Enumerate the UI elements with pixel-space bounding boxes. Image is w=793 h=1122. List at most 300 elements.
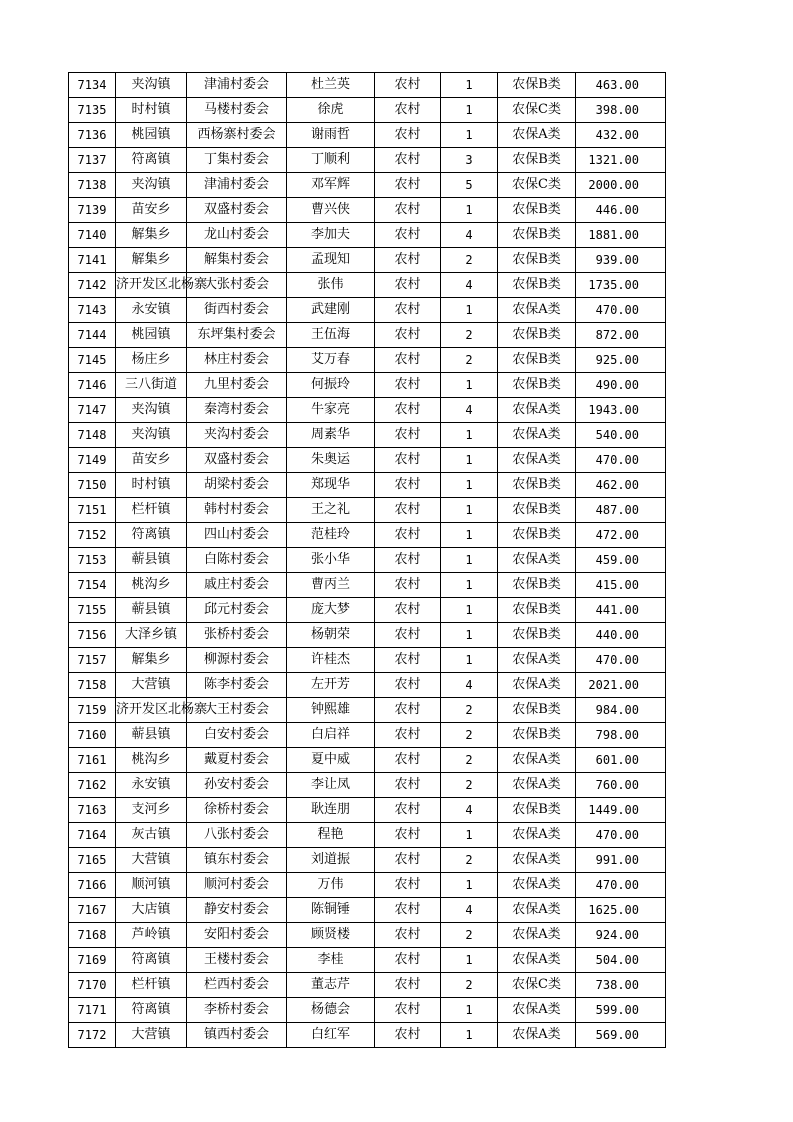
area-type-cell: 农村 <box>375 623 441 648</box>
village-committee-cell: 邱元村委会 <box>187 598 287 623</box>
insurance-category-cell: 农保C类 <box>498 98 576 123</box>
household-size-cell: 3 <box>441 148 498 173</box>
township-cell: 解集乡 <box>116 648 187 673</box>
table-row <box>69 748 666 773</box>
area-type-cell: 农村 <box>375 373 441 398</box>
name-cell: 谢雨哲 <box>287 123 375 148</box>
household-size-cell: 4 <box>441 223 498 248</box>
area-type-cell: 农村 <box>375 873 441 898</box>
amount-cell: 1735.00 <box>576 273 666 298</box>
amount-cell: 991.00 <box>576 848 666 873</box>
township-cell: 符离镇 <box>116 948 187 973</box>
name-cell: 朱奥运 <box>287 448 375 473</box>
village-committee-cell: 四山村委会 <box>187 523 287 548</box>
insurance-category-cell: 农保A类 <box>498 1023 576 1048</box>
table-row <box>69 373 666 398</box>
amount-cell: 470.00 <box>576 648 666 673</box>
village-committee-cell: 龙山村委会 <box>187 223 287 248</box>
insurance-category-cell: 农保B类 <box>498 73 576 98</box>
area-type-cell: 农村 <box>375 573 441 598</box>
insurance-category-cell: 农保A类 <box>498 648 576 673</box>
serial-number-cell: 7157 <box>69 648 116 673</box>
amount-cell: 462.00 <box>576 473 666 498</box>
household-size-cell: 1 <box>441 573 498 598</box>
name-cell: 曹兴侠 <box>287 198 375 223</box>
township-cell: 解集乡 <box>116 223 187 248</box>
table-row <box>69 923 666 948</box>
insurance-category-cell: 农保A类 <box>498 748 576 773</box>
serial-number-cell: 7139 <box>69 198 116 223</box>
township-cell: 符离镇 <box>116 998 187 1023</box>
household-size-cell: 1 <box>441 98 498 123</box>
township-cell: 桃沟乡 <box>116 748 187 773</box>
village-committee-cell: 马楼村委会 <box>187 98 287 123</box>
township-cell: 杨庄乡 <box>116 348 187 373</box>
name-cell: 周素华 <box>287 423 375 448</box>
table-row <box>69 473 666 498</box>
insurance-category-cell: 农保A类 <box>498 548 576 573</box>
amount-cell: 1449.00 <box>576 798 666 823</box>
village-committee-cell: 九里村委会 <box>187 373 287 398</box>
table-row <box>69 323 666 348</box>
amount-cell: 1943.00 <box>576 398 666 423</box>
name-cell: 白红军 <box>287 1023 375 1048</box>
insurance-category-cell: 农保B类 <box>498 473 576 498</box>
table-row <box>69 998 666 1023</box>
household-size-cell: 2 <box>441 923 498 948</box>
serial-number-cell: 7143 <box>69 298 116 323</box>
name-cell: 杜兰英 <box>287 73 375 98</box>
area-type-cell: 农村 <box>375 523 441 548</box>
township-cell: 三八街道 <box>116 373 187 398</box>
table-row <box>69 273 666 298</box>
amount-cell: 398.00 <box>576 98 666 123</box>
amount-cell: 601.00 <box>576 748 666 773</box>
household-size-cell: 2 <box>441 323 498 348</box>
household-size-cell: 1 <box>441 423 498 448</box>
area-type-cell: 农村 <box>375 423 441 448</box>
table-row <box>69 648 666 673</box>
serial-number-cell: 7160 <box>69 723 116 748</box>
village-committee-cell: 大王村委会 <box>187 698 287 723</box>
township-cell: 永安镇 <box>116 773 187 798</box>
table-row <box>69 398 666 423</box>
insurance-category-cell: 农保A类 <box>498 873 576 898</box>
serial-number-cell: 7135 <box>69 98 116 123</box>
serial-number-cell: 7163 <box>69 798 116 823</box>
amount-cell: 490.00 <box>576 373 666 398</box>
table-row <box>69 773 666 798</box>
household-size-cell: 1 <box>441 448 498 473</box>
village-committee-cell: 街西村委会 <box>187 298 287 323</box>
amount-cell: 470.00 <box>576 448 666 473</box>
insurance-category-cell: 农保B类 <box>498 223 576 248</box>
serial-number-cell: 7138 <box>69 173 116 198</box>
name-cell: 武建刚 <box>287 298 375 323</box>
township-cell: 夹沟镇 <box>116 398 187 423</box>
area-type-cell: 农村 <box>375 598 441 623</box>
amount-cell: 2000.00 <box>576 173 666 198</box>
insurance-category-cell: 农保A类 <box>498 898 576 923</box>
name-cell: 艾万春 <box>287 348 375 373</box>
area-type-cell: 农村 <box>375 298 441 323</box>
name-cell: 杨朝荣 <box>287 623 375 648</box>
township-cell: 芦岭镇 <box>116 923 187 948</box>
insurance-category-cell: 农保A类 <box>498 448 576 473</box>
serial-number-cell: 7155 <box>69 598 116 623</box>
table-row <box>69 1023 666 1048</box>
township-cell: 栏杆镇 <box>116 498 187 523</box>
household-size-cell: 1 <box>441 623 498 648</box>
village-committee-cell: 王楼村委会 <box>187 948 287 973</box>
name-cell: 李加夫 <box>287 223 375 248</box>
area-type-cell: 农村 <box>375 398 441 423</box>
household-size-cell: 1 <box>441 598 498 623</box>
amount-cell: 925.00 <box>576 348 666 373</box>
insurance-category-cell: 农保B类 <box>498 248 576 273</box>
township-cell: 解集乡 <box>116 248 187 273</box>
insurance-category-cell: 农保A类 <box>498 673 576 698</box>
township-cell: 大泽乡镇 <box>116 623 187 648</box>
insurance-category-cell: 农保A类 <box>498 998 576 1023</box>
name-cell: 邓军辉 <box>287 173 375 198</box>
amount-cell: 760.00 <box>576 773 666 798</box>
table-row <box>69 248 666 273</box>
amount-cell: 2021.00 <box>576 673 666 698</box>
insurance-category-cell: 农保B类 <box>498 798 576 823</box>
name-cell: 白启祥 <box>287 723 375 748</box>
village-committee-cell: 韩村村委会 <box>187 498 287 523</box>
table-body <box>69 73 666 1048</box>
amount-cell: 569.00 <box>576 1023 666 1048</box>
township-cell: 栏杆镇 <box>116 973 187 998</box>
township-cell: 蕲县镇 <box>116 548 187 573</box>
household-size-cell: 1 <box>441 823 498 848</box>
area-type-cell: 农村 <box>375 723 441 748</box>
name-cell: 陈铜锤 <box>287 898 375 923</box>
township-cell: 大店镇 <box>116 898 187 923</box>
table-row <box>69 173 666 198</box>
insurance-category-cell: 农保A类 <box>498 773 576 798</box>
village-committee-cell: 安阳村委会 <box>187 923 287 948</box>
area-type-cell: 农村 <box>375 773 441 798</box>
village-committee-cell: 大张村委会 <box>187 273 287 298</box>
amount-cell: 487.00 <box>576 498 666 523</box>
table-row <box>69 723 666 748</box>
household-size-cell: 4 <box>441 798 498 823</box>
village-committee-cell: 津浦村委会 <box>187 73 287 98</box>
serial-number-cell: 7145 <box>69 348 116 373</box>
insurance-category-cell: 农保B类 <box>498 373 576 398</box>
village-committee-cell: 东坪集村委会 <box>187 323 287 348</box>
insurance-category-cell: 农保B类 <box>498 498 576 523</box>
area-type-cell: 农村 <box>375 998 441 1023</box>
table-row <box>69 873 666 898</box>
insurance-category-cell: 农保A类 <box>498 948 576 973</box>
village-committee-cell: 静安村委会 <box>187 898 287 923</box>
area-type-cell: 农村 <box>375 848 441 873</box>
area-type-cell: 农村 <box>375 98 441 123</box>
name-cell: 程艳 <box>287 823 375 848</box>
household-size-cell: 2 <box>441 848 498 873</box>
village-committee-cell: 胡梁村委会 <box>187 473 287 498</box>
village-committee-cell: 戴夏村委会 <box>187 748 287 773</box>
household-size-cell: 5 <box>441 173 498 198</box>
table-row <box>69 98 666 123</box>
insurance-category-cell: 农保B类 <box>498 573 576 598</box>
serial-number-cell: 7169 <box>69 948 116 973</box>
insurance-category-cell: 农保B类 <box>498 598 576 623</box>
name-cell: 何振玲 <box>287 373 375 398</box>
table-row <box>69 898 666 923</box>
household-size-cell: 1 <box>441 73 498 98</box>
area-type-cell: 农村 <box>375 673 441 698</box>
table-row <box>69 973 666 998</box>
name-cell: 刘道振 <box>287 848 375 873</box>
village-committee-cell: 津浦村委会 <box>187 173 287 198</box>
table-row <box>69 448 666 473</box>
township-cell: 灰古镇 <box>116 823 187 848</box>
amount-cell: 415.00 <box>576 573 666 598</box>
village-committee-cell: 双盛村委会 <box>187 198 287 223</box>
table-row <box>69 948 666 973</box>
village-committee-cell: 丁集村委会 <box>187 148 287 173</box>
serial-number-cell: 7153 <box>69 548 116 573</box>
village-committee-cell: 林庄村委会 <box>187 348 287 373</box>
table-row <box>69 348 666 373</box>
serial-number-cell: 7149 <box>69 448 116 473</box>
serial-number-cell: 7147 <box>69 398 116 423</box>
village-committee-cell: 白安村委会 <box>187 723 287 748</box>
township-cell: 蕲县镇 <box>116 723 187 748</box>
township-cell: 苗安乡 <box>116 198 187 223</box>
township-cell: 大营镇 <box>116 673 187 698</box>
township-cell: 时村镇 <box>116 98 187 123</box>
name-cell: 郑现华 <box>287 473 375 498</box>
amount-cell: 984.00 <box>576 698 666 723</box>
serial-number-cell: 7142 <box>69 273 116 298</box>
area-type-cell: 农村 <box>375 248 441 273</box>
name-cell: 钟熙雄 <box>287 698 375 723</box>
name-cell: 耿连朋 <box>287 798 375 823</box>
village-committee-cell: 夹沟村委会 <box>187 423 287 448</box>
insurance-category-cell: 农保A类 <box>498 923 576 948</box>
table-row <box>69 523 666 548</box>
insurance-category-cell: 农保B类 <box>498 723 576 748</box>
area-type-cell: 农村 <box>375 148 441 173</box>
area-type-cell: 农村 <box>375 898 441 923</box>
serial-number-cell: 7144 <box>69 323 116 348</box>
serial-number-cell: 7134 <box>69 73 116 98</box>
amount-cell: 463.00 <box>576 73 666 98</box>
serial-number-cell: 7170 <box>69 973 116 998</box>
area-type-cell: 农村 <box>375 973 441 998</box>
table-row <box>69 848 666 873</box>
household-size-cell: 1 <box>441 498 498 523</box>
village-committee-cell: 李桥村委会 <box>187 998 287 1023</box>
name-cell: 张小华 <box>287 548 375 573</box>
name-cell: 李桂 <box>287 948 375 973</box>
serial-number-cell: 7164 <box>69 823 116 848</box>
township-cell: 符离镇 <box>116 148 187 173</box>
name-cell: 王之礼 <box>287 498 375 523</box>
insurance-category-cell: 农保B类 <box>498 273 576 298</box>
amount-cell: 459.00 <box>576 548 666 573</box>
household-size-cell: 4 <box>441 673 498 698</box>
insurance-category-cell: 农保A类 <box>498 823 576 848</box>
township-cell: 济开发区北杨寨 <box>116 273 187 298</box>
township-cell: 桃园镇 <box>116 123 187 148</box>
area-type-cell: 农村 <box>375 548 441 573</box>
serial-number-cell: 7168 <box>69 923 116 948</box>
serial-number-cell: 7151 <box>69 498 116 523</box>
household-size-cell: 4 <box>441 273 498 298</box>
name-cell: 董志芹 <box>287 973 375 998</box>
table-row <box>69 148 666 173</box>
insurance-category-cell: 农保C类 <box>498 173 576 198</box>
table-row <box>69 223 666 248</box>
household-size-cell: 1 <box>441 298 498 323</box>
household-size-cell: 2 <box>441 773 498 798</box>
household-size-cell: 2 <box>441 973 498 998</box>
village-committee-cell: 徐桥村委会 <box>187 798 287 823</box>
insurance-category-cell: 农保B类 <box>498 198 576 223</box>
serial-number-cell: 7162 <box>69 773 116 798</box>
name-cell: 杨德会 <box>287 998 375 1023</box>
household-size-cell: 2 <box>441 748 498 773</box>
village-committee-cell: 栏西村委会 <box>187 973 287 998</box>
township-cell: 大营镇 <box>116 1023 187 1048</box>
serial-number-cell: 7150 <box>69 473 116 498</box>
table-row <box>69 123 666 148</box>
village-committee-cell: 解集村委会 <box>187 248 287 273</box>
name-cell: 范桂玲 <box>287 523 375 548</box>
name-cell: 许桂杰 <box>287 648 375 673</box>
village-committee-cell: 白陈村委会 <box>187 548 287 573</box>
table-row <box>69 198 666 223</box>
amount-cell: 1625.00 <box>576 898 666 923</box>
name-cell: 丁顺利 <box>287 148 375 173</box>
township-cell: 桃沟乡 <box>116 573 187 598</box>
serial-number-cell: 7154 <box>69 573 116 598</box>
household-size-cell: 1 <box>441 123 498 148</box>
area-type-cell: 农村 <box>375 348 441 373</box>
village-committee-cell: 张桥村委会 <box>187 623 287 648</box>
township-cell: 顺河镇 <box>116 873 187 898</box>
household-size-cell: 2 <box>441 348 498 373</box>
serial-number-cell: 7156 <box>69 623 116 648</box>
serial-number-cell: 7172 <box>69 1023 116 1048</box>
area-type-cell: 农村 <box>375 648 441 673</box>
name-cell: 万伟 <box>287 873 375 898</box>
household-size-cell: 1 <box>441 198 498 223</box>
amount-cell: 599.00 <box>576 998 666 1023</box>
amount-cell: 446.00 <box>576 198 666 223</box>
household-size-cell: 1 <box>441 1023 498 1048</box>
insurance-category-cell: 农保A类 <box>498 123 576 148</box>
table-row <box>69 298 666 323</box>
area-type-cell: 农村 <box>375 698 441 723</box>
table-row <box>69 698 666 723</box>
assistance-roster-table <box>68 72 666 1048</box>
amount-cell: 470.00 <box>576 823 666 848</box>
insurance-category-cell: 农保A类 <box>498 848 576 873</box>
area-type-cell: 农村 <box>375 273 441 298</box>
name-cell: 张伟 <box>287 273 375 298</box>
table-row <box>69 823 666 848</box>
household-size-cell: 1 <box>441 473 498 498</box>
name-cell: 王伍海 <box>287 323 375 348</box>
name-cell: 孟现知 <box>287 248 375 273</box>
village-committee-cell: 镇西村委会 <box>187 1023 287 1048</box>
household-size-cell: 2 <box>441 723 498 748</box>
serial-number-cell: 7161 <box>69 748 116 773</box>
table-row <box>69 73 666 98</box>
amount-cell: 441.00 <box>576 598 666 623</box>
area-type-cell: 农村 <box>375 498 441 523</box>
village-committee-cell: 顺河村委会 <box>187 873 287 898</box>
township-cell: 桃园镇 <box>116 323 187 348</box>
area-type-cell: 农村 <box>375 473 441 498</box>
area-type-cell: 农村 <box>375 173 441 198</box>
amount-cell: 738.00 <box>576 973 666 998</box>
village-committee-cell: 双盛村委会 <box>187 448 287 473</box>
amount-cell: 470.00 <box>576 873 666 898</box>
household-size-cell: 1 <box>441 373 498 398</box>
household-size-cell: 1 <box>441 548 498 573</box>
serial-number-cell: 7146 <box>69 373 116 398</box>
name-cell: 李让凤 <box>287 773 375 798</box>
serial-number-cell: 7158 <box>69 673 116 698</box>
insurance-category-cell: 农保B类 <box>498 623 576 648</box>
village-committee-cell: 秦湾村委会 <box>187 398 287 423</box>
serial-number-cell: 7152 <box>69 523 116 548</box>
township-cell: 夹沟镇 <box>116 73 187 98</box>
village-committee-cell: 戚庄村委会 <box>187 573 287 598</box>
table-row <box>69 498 666 523</box>
area-type-cell: 农村 <box>375 948 441 973</box>
township-cell: 夹沟镇 <box>116 423 187 448</box>
household-size-cell: 4 <box>441 898 498 923</box>
insurance-category-cell: 农保B类 <box>498 323 576 348</box>
area-type-cell: 农村 <box>375 1023 441 1048</box>
village-committee-cell: 陈李村委会 <box>187 673 287 698</box>
village-committee-cell: 孙安村委会 <box>187 773 287 798</box>
township-cell: 济开发区北杨寨 <box>116 698 187 723</box>
name-cell: 庞大梦 <box>287 598 375 623</box>
table-row <box>69 548 666 573</box>
household-size-cell: 2 <box>441 698 498 723</box>
village-committee-cell: 柳源村委会 <box>187 648 287 673</box>
amount-cell: 872.00 <box>576 323 666 348</box>
township-cell: 支河乡 <box>116 798 187 823</box>
township-cell: 永安镇 <box>116 298 187 323</box>
village-committee-cell: 镇东村委会 <box>187 848 287 873</box>
area-type-cell: 农村 <box>375 448 441 473</box>
township-cell: 蕲县镇 <box>116 598 187 623</box>
township-cell: 时村镇 <box>116 473 187 498</box>
serial-number-cell: 7137 <box>69 148 116 173</box>
amount-cell: 540.00 <box>576 423 666 448</box>
insurance-category-cell: 农保B类 <box>498 523 576 548</box>
serial-number-cell: 7167 <box>69 898 116 923</box>
table-row <box>69 598 666 623</box>
amount-cell: 798.00 <box>576 723 666 748</box>
serial-number-cell: 7148 <box>69 423 116 448</box>
township-cell: 苗安乡 <box>116 448 187 473</box>
serial-number-cell: 7136 <box>69 123 116 148</box>
insurance-category-cell: 农保B类 <box>498 148 576 173</box>
